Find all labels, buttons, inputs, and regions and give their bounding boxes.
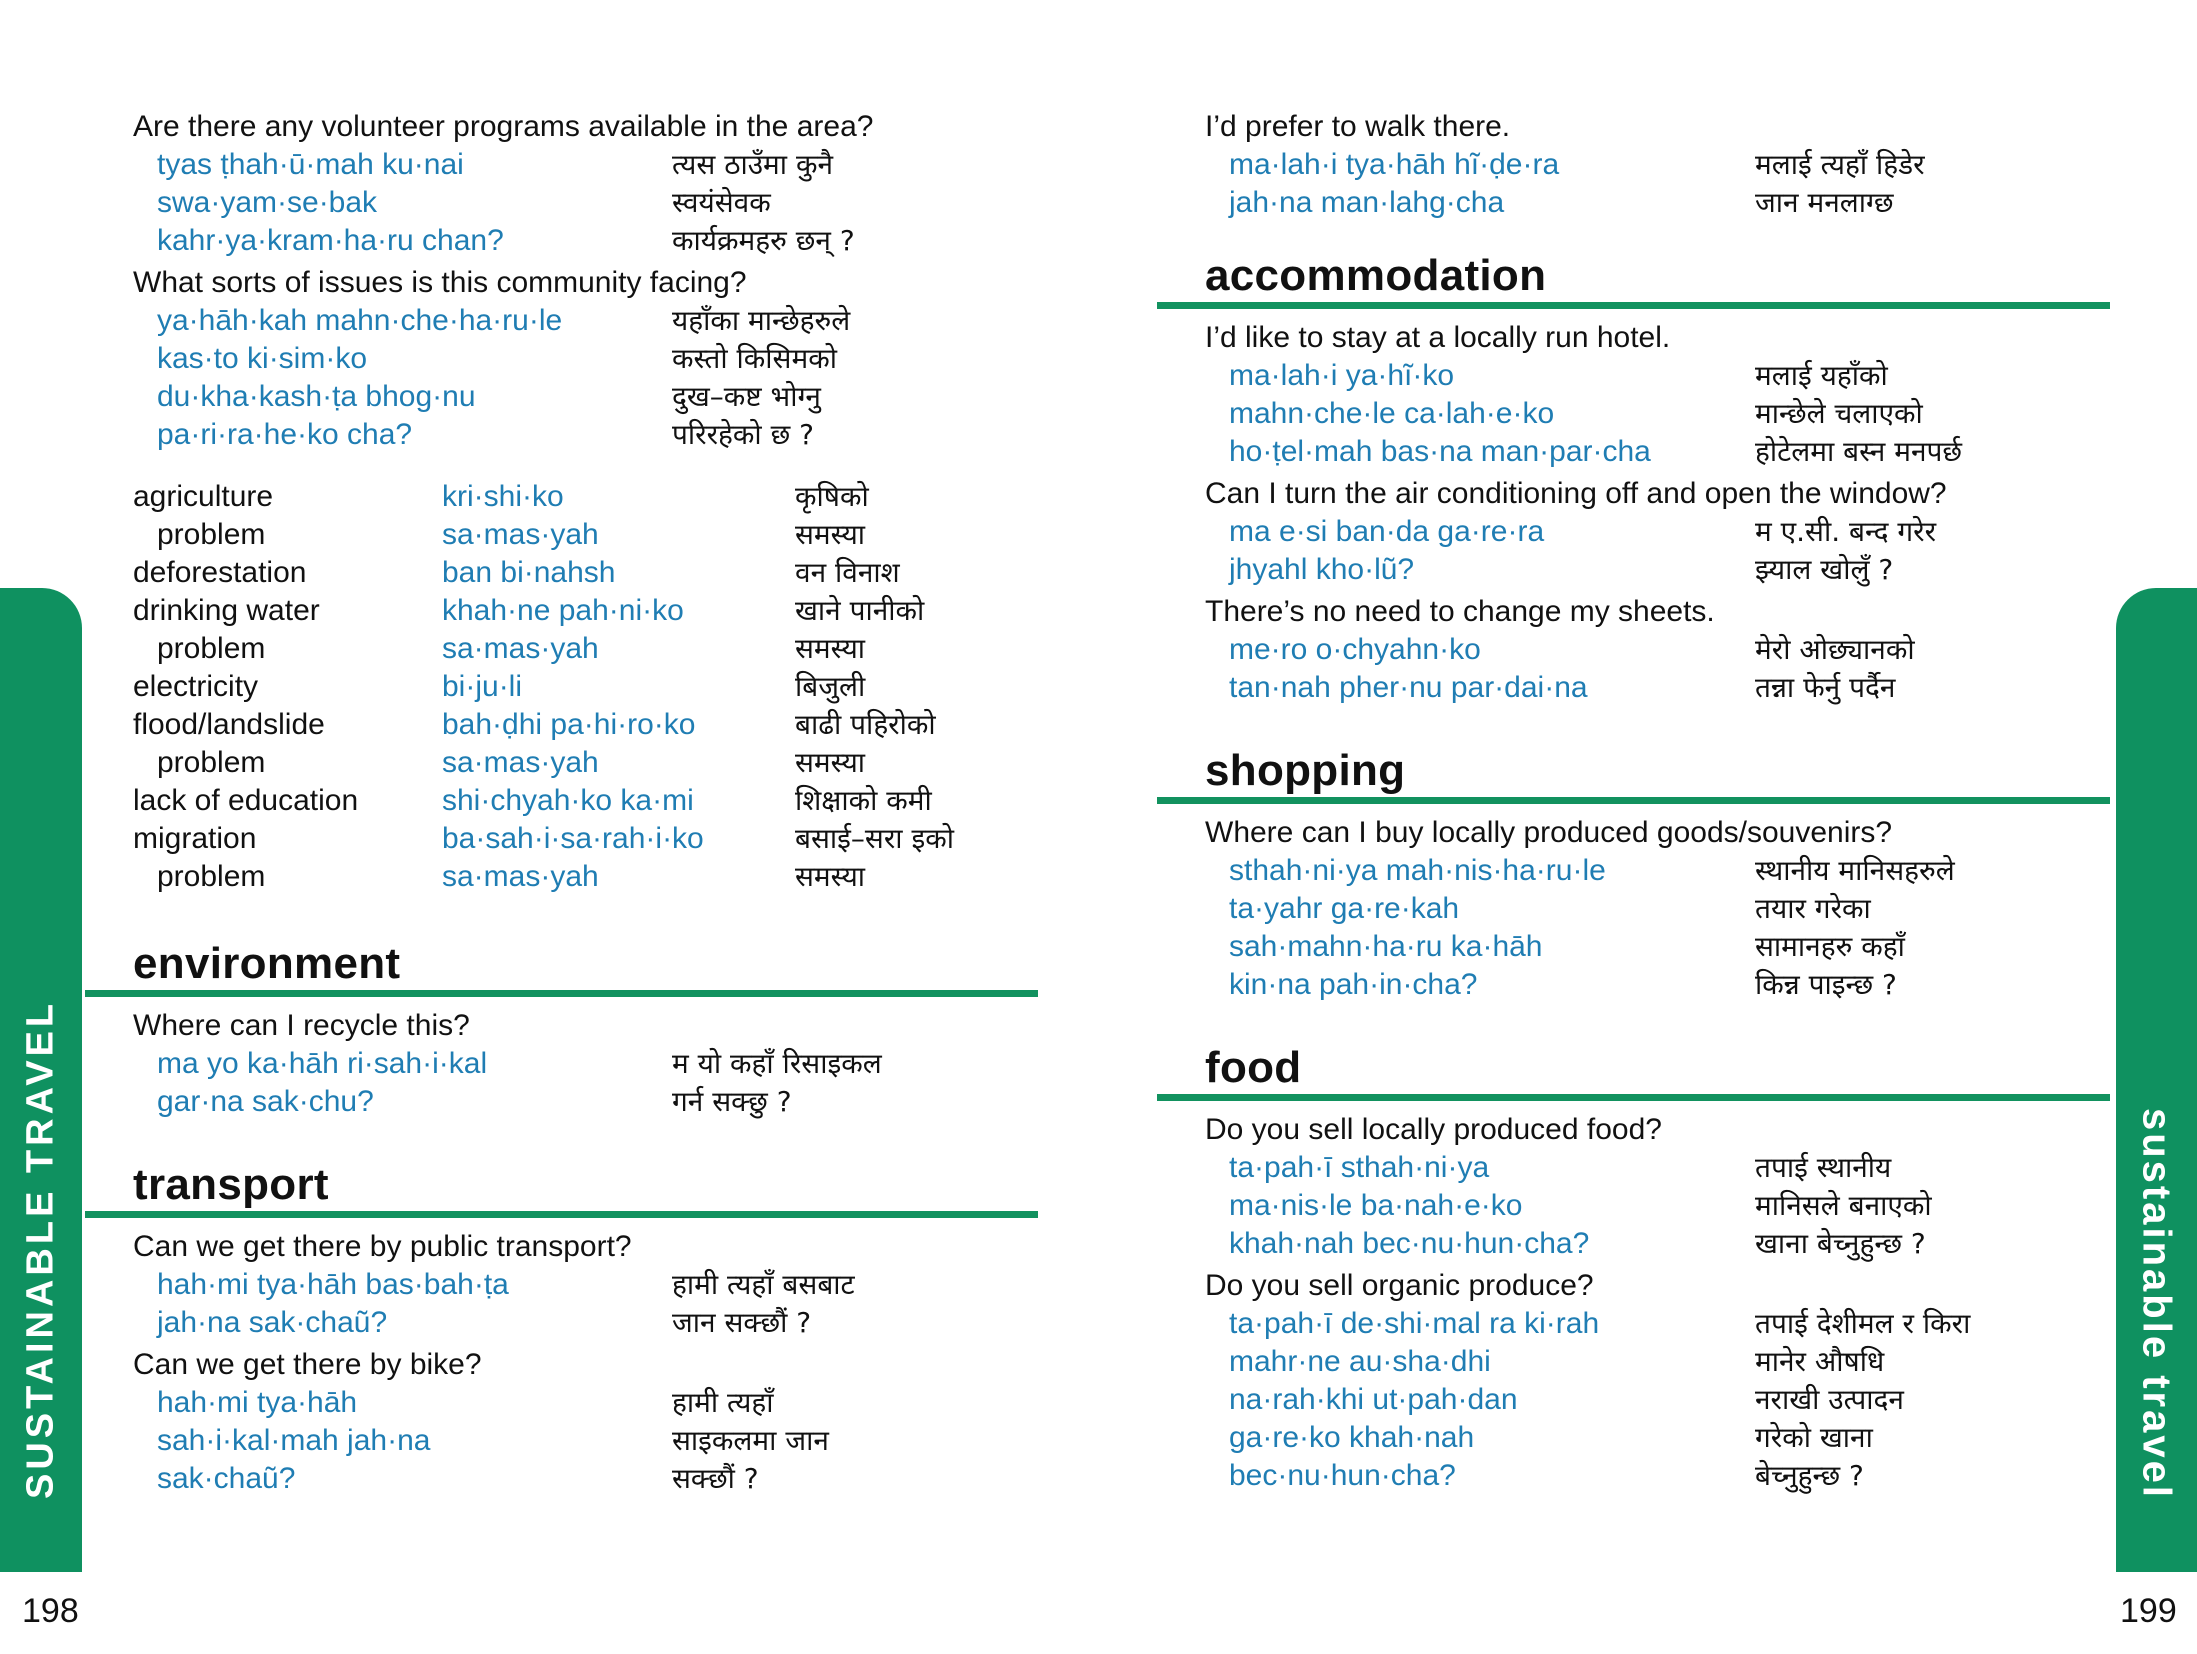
phrase-row [1205, 395, 2155, 433]
phrase-row [133, 1460, 1033, 1498]
transliteration: na·rah·khi ut·pah·dan [1229, 1383, 1518, 1416]
vocab-english: problem [157, 518, 266, 551]
transliteration: tan·nah pher·nu par·dai·na [1229, 671, 1588, 704]
nepali-text: तपाई स्थानीय [1755, 1151, 1892, 1184]
nepali-text: यहाँका मान्छेहरुले [672, 304, 851, 337]
vocab-nepali: समस्या [795, 632, 866, 665]
phrase-question: Do you sell locally produced food? [1205, 1113, 1662, 1146]
chapter-tab [2116, 588, 2197, 1572]
transliteration: ta·yahr ga·re·kah [1229, 892, 1460, 925]
transliteration: ya·hāh·kah mahn·che·ha·ru·le [157, 304, 563, 337]
nepali-text: बेच्नुहुन्छ ? [1755, 1459, 1864, 1492]
phrase-row [1205, 1343, 2155, 1381]
section-divider [1157, 1094, 2110, 1101]
vocab-list [133, 478, 1033, 896]
phrase-row [1205, 928, 2155, 966]
vocab-transliteration: ba·sah·i·sa·rah·i·ko [442, 822, 704, 855]
vocab-english: drinking water [133, 594, 320, 627]
chapter-tab-label: sustainable travel [2134, 1108, 2179, 1500]
vocab-nepali: बसाई–सरा इको [795, 822, 954, 855]
left-page [0, 0, 1098, 1654]
nepali-text: तयार गरेका [1755, 892, 1871, 925]
transliteration: jah·na man·lahg·cha [1229, 186, 1505, 219]
phrase-row [1205, 669, 2155, 707]
vocab-transliteration: shi·chyah·ko ka·mi [442, 784, 694, 817]
nepali-text: हामी त्यहाँ [672, 1386, 774, 1419]
vocab-transliteration: sa·mas·yah [442, 518, 599, 551]
transliteration: sthah·ni·ya mah·nis·ha·ru·le [1229, 854, 1606, 887]
phrase-row [133, 146, 1033, 184]
vocab-nepali: शिक्षाको कमी [795, 784, 932, 817]
vocab-english: lack of education [133, 784, 359, 817]
nepali-text: कस्तो किसिमको [672, 342, 837, 375]
transliteration: jhyahl kho·lũ? [1229, 553, 1415, 586]
vocab-row [133, 554, 1033, 592]
nepali-text: म यो कहाँ रिसाइकल [672, 1047, 882, 1080]
section-divider [1157, 302, 2110, 309]
phrase-row [133, 222, 1033, 260]
section-title-environment: environment [133, 939, 401, 988]
phrase-row [1205, 1149, 2155, 1187]
nepali-text: तन्ना फेर्नु पर्दैन [1755, 671, 1896, 704]
vocab-transliteration: bah·ḍhi pa·hi·ro·ko [442, 708, 696, 741]
transliteration: sah·i·kal·mah jah·na [157, 1424, 431, 1457]
vocab-english: electricity [133, 670, 259, 703]
vocab-nepali: समस्या [795, 518, 866, 551]
section-divider [85, 990, 1038, 997]
vocab-transliteration: sa·mas·yah [442, 632, 599, 665]
phrase-row [133, 1083, 1033, 1121]
nepali-text: मानिसले बनाएको [1755, 1189, 1932, 1222]
phrase-question: Where can I recycle this? [133, 1009, 470, 1042]
nepali-text: स्थानीय मानिसहरुले [1755, 854, 1955, 887]
nepali-text: झ्याल खोलुँ ? [1755, 553, 1894, 586]
vocab-english: deforestation [133, 556, 307, 589]
transliteration: jah·na sak·chaũ? [157, 1306, 388, 1339]
nepali-text: परिरहेको छ ? [672, 418, 814, 451]
nepali-text: त्यस ठाउँमा कुनै [672, 148, 833, 181]
transliteration: ma yo ka·hāh ri·sah·i·kal [157, 1047, 488, 1080]
transliteration: kas·to ki·sim·ko [157, 342, 368, 375]
phrase-question: Can we get there by bike? [133, 1348, 482, 1381]
vocab-nepali: समस्या [795, 746, 866, 779]
transliteration: tyas ṭhah·ū·mah ku·nai [157, 148, 464, 181]
vocab-row [133, 592, 1033, 630]
vocab-transliteration: kri·shi·ko [442, 480, 564, 513]
transliteration: ga·re·ko khah·nah [1229, 1421, 1475, 1454]
page-number: 198 [22, 1592, 79, 1630]
nepali-text: जान मनलाग्छ [1755, 186, 1894, 219]
vocab-nepali: खाने पानीको [795, 594, 925, 627]
section-title-food: food [1205, 1043, 1302, 1092]
section-divider [85, 1211, 1038, 1218]
transliteration: bec·nu·hun·cha? [1229, 1459, 1456, 1492]
phrase-row [1205, 184, 2155, 222]
phrase-row [1205, 852, 2155, 890]
nepali-text: मानेर औषधि [1755, 1345, 1885, 1378]
nepali-text: खाना बेच्नुहुन्छ ? [1755, 1227, 1926, 1260]
transliteration: hah·mi tya·hāh [157, 1386, 358, 1419]
transliteration: mahr·ne au·sha·dhi [1229, 1345, 1491, 1378]
section-title-shopping: shopping [1205, 746, 1406, 795]
vocab-nepali: बिजुली [795, 670, 866, 703]
vocab-nepali: कृषिको [795, 480, 869, 513]
chapter-tab-label: SUSTAINABLE TRAVEL [19, 999, 62, 1499]
section-title-transport: transport [133, 1160, 329, 1209]
phrase-row [133, 378, 1033, 416]
phrase-question: There’s no need to change my sheets. [1205, 595, 1715, 628]
phrase-row [1205, 890, 2155, 928]
nepali-text: मेरो ओछ्यानको [1755, 633, 1915, 666]
nepali-text: तपाई देशीमल र किरा [1755, 1307, 1971, 1340]
transliteration: ta·pah·ī sthah·ni·ya [1229, 1151, 1490, 1184]
transliteration: sah·mahn·ha·ru ka·hāh [1229, 930, 1543, 963]
phrase-row [1205, 966, 2155, 1004]
right-content [1205, 108, 2155, 1495]
transliteration: ho·ṭel·mah bas·na man·par·cha [1229, 435, 1651, 468]
transliteration: ma·nis·le ba·nah·e·ko [1229, 1189, 1523, 1222]
phrase-question: Can we get there by public transport? [133, 1230, 632, 1263]
transliteration: sak·chaũ? [157, 1462, 296, 1495]
right-page [1098, 0, 2197, 1654]
phrase-row [133, 302, 1033, 340]
vocab-nepali: समस्या [795, 860, 866, 893]
vocab-row [133, 744, 1033, 782]
nepali-text: सामानहरु कहाँ [1755, 930, 1905, 963]
nepali-text: दुख–कष्ट भोग्नु [672, 380, 821, 413]
phrase-question: What sorts of issues is this community facing? [133, 266, 747, 299]
phrase-question: Where can I buy locally produced goods/souvenirs? [1205, 816, 1893, 849]
nepali-text: हामी त्यहाँ बसबाट [672, 1268, 855, 1301]
nepali-text: नराखी उत्पादन [1755, 1383, 1904, 1416]
phrase-row [133, 416, 1033, 454]
nepali-text: गर्न सक्छु ? [672, 1085, 792, 1118]
phrase-row [1205, 1187, 2155, 1225]
transliteration: hah·mi tya·hāh bas·bah·ṭa [157, 1268, 509, 1301]
vocab-english: flood/landslide [133, 708, 325, 741]
phrase-row [1205, 433, 2155, 471]
phrase-row [1205, 1419, 2155, 1457]
nepali-text: साइकलमा जान [672, 1424, 829, 1457]
phrase-row [1205, 513, 2155, 551]
phrase-question: I’d prefer to walk there. [1205, 110, 1511, 143]
transliteration: khah·nah bec·nu·hun·cha? [1229, 1227, 1590, 1260]
vocab-transliteration: ban bi·nahsh [442, 556, 616, 589]
chapter-tab [0, 588, 82, 1572]
transliteration: gar·na sak·chu? [157, 1085, 374, 1118]
phrase-row [133, 1045, 1033, 1083]
vocab-row [133, 630, 1033, 668]
vocab-row [133, 706, 1033, 744]
transliteration: pa·ri·ra·he·ko cha? [157, 418, 413, 451]
vocab-transliteration: khah·ne pah·ni·ko [442, 594, 684, 627]
phrase-row [133, 1422, 1033, 1460]
transliteration: du·kha·kash·ṭa bhog·nu [157, 380, 476, 413]
phrase-question: Can I turn the air conditioning off and open the window? [1205, 477, 1947, 510]
phrase-row [133, 184, 1033, 222]
phrase-row [1205, 1457, 2155, 1495]
vocab-row [133, 858, 1033, 896]
phrase-row [1205, 146, 2155, 184]
transliteration: swa·yam·se·bak [157, 186, 378, 219]
phrase-row [133, 1304, 1033, 1342]
transliteration: kin·na pah·in·cha? [1229, 968, 1478, 1001]
nepali-text: होटेलमा बस्न मनपर्छ [1755, 435, 1963, 468]
vocab-transliteration: sa·mas·yah [442, 860, 599, 893]
section-divider [1157, 797, 2110, 804]
vocab-english: problem [157, 860, 266, 893]
vocab-row [133, 820, 1033, 858]
vocab-row [133, 782, 1033, 820]
phrase-row [133, 340, 1033, 378]
phrase-row [1205, 1381, 2155, 1419]
nepali-text: कार्यक्रमहरु छन् ? [672, 224, 855, 257]
vocab-english: migration [133, 822, 257, 855]
transliteration: me·ro o·chyahn·ko [1229, 633, 1481, 666]
phrase-question: Are there any volunteer programs available in the area? [133, 110, 874, 143]
vocab-nepali: वन विनाश [795, 556, 900, 589]
phrase-row [133, 1266, 1033, 1304]
nepali-text: मलाई यहाँको [1755, 359, 1888, 392]
phrase-row [1205, 631, 2155, 669]
vocab-nepali: बाढी पहिरोको [795, 708, 936, 741]
transliteration: kahr·ya·kram·ha·ru chan? [157, 224, 504, 257]
vocab-row [133, 516, 1033, 554]
phrase-row [133, 1384, 1033, 1422]
nepali-text: मलाई त्यहाँ हिडेर [1755, 148, 1925, 181]
vocab-transliteration: sa·mas·yah [442, 746, 599, 779]
vocab-transliteration: bi·ju·li [442, 670, 523, 703]
nepali-text: म ए.सी. बन्द गरेर [1755, 515, 1937, 548]
nepali-text: किन्न पाइन्छ ? [1755, 968, 1897, 1001]
transliteration: ma e·si ban·da ga·re·ra [1229, 515, 1545, 548]
transliteration: mahn·che·le ca·lah·e·ko [1229, 397, 1555, 430]
phrase-row [1205, 551, 2155, 589]
phrase-row [1205, 357, 2155, 395]
nepali-text: स्वयंसेवक [672, 186, 771, 219]
left-content [133, 108, 1033, 1498]
section-title-accommodation: accommodation [1205, 251, 1547, 300]
phrase-question: I’d like to stay at a locally run hotel. [1205, 321, 1671, 354]
transliteration: ma·lah·i tya·hāh hĩ·ḍe·ra [1229, 148, 1560, 181]
transliteration: ta·pah·ī de·shi·mal ra ki·rah [1229, 1307, 1600, 1340]
page-number: 199 [2120, 1592, 2177, 1630]
nepali-text: जान सक्छौं ? [672, 1306, 812, 1339]
phrase-row [1205, 1225, 2155, 1263]
nepali-text: सक्छौं ? [672, 1462, 759, 1495]
phrase-question: Do you sell organic produce? [1205, 1269, 1594, 1302]
transliteration: ma·lah·i ya·hĩ·ko [1229, 359, 1455, 392]
nepali-text: मान्छेले चलाएको [1755, 397, 1923, 430]
vocab-english: problem [157, 746, 266, 779]
vocab-english: problem [157, 632, 266, 665]
phrase-row [1205, 1305, 2155, 1343]
vocab-english: agriculture [133, 480, 274, 513]
vocab-row [133, 668, 1033, 706]
vocab-row [133, 478, 1033, 516]
nepali-text: गरेको खाना [1755, 1421, 1873, 1454]
